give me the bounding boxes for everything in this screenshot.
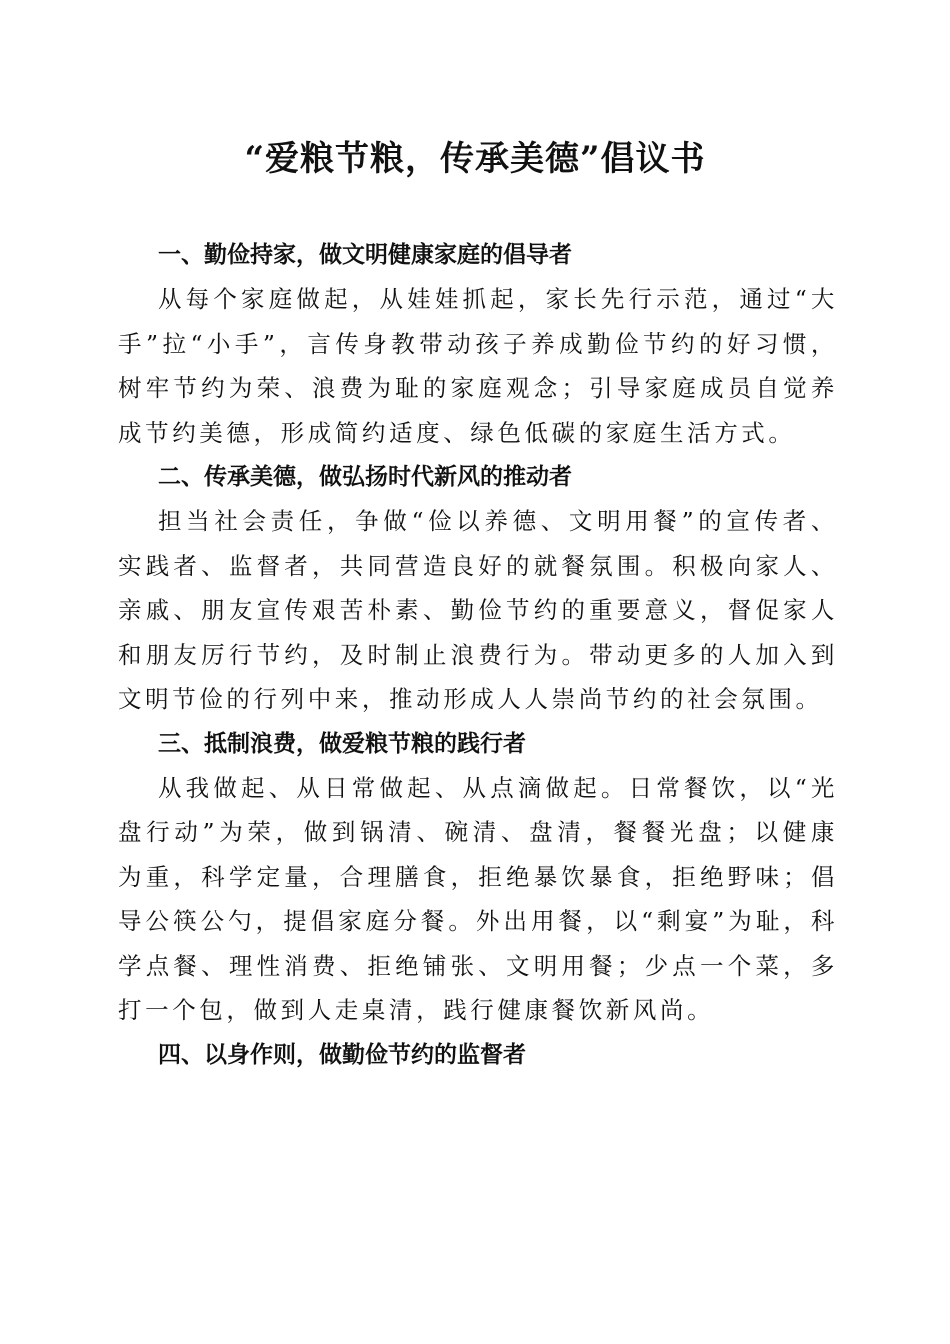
document-title: “爱粮节粮，传承美德”倡议书 bbox=[244, 139, 706, 179]
section-2 bbox=[118, 455, 838, 722]
section-paragraph: 从我做起、从日常做起、从点滴做起。日常餐饮，以“光盘行动”为荣，做到锅清、碗清、盘清，餐餐光盘；以健康为重，科学定量，合理膳食，拒绝暴饮暴食，拒绝野味；倡导公筷公勺，提倡家庭分餐。外出用餐，以“剩宴”为耻，科学点餐、理性消费、拒绝铺张、文明用餐；少点一个菜，多打一个包，做到人走桌清，践行健康餐饮新风尚。 bbox=[118, 773, 838, 1024]
section-paragraph: 从每个家庭做起，从娃娃抓起，家长先行示范，通过“大手”拉“小手”，言传身教带动孩子养成勤俭节约的好习惯，树牢节约为荣、浪费为耻的家庭观念；引导家庭成员自觉养成节约美德，形成简约适度、绿色低碳的家庭生活方式。 bbox=[118, 285, 838, 447]
section-heading: 二、传承美德，做弘扬时代新风的推动者 bbox=[158, 464, 572, 490]
section-1 bbox=[118, 233, 838, 455]
section-heading: 一、勤俭持家，做文明健康家庭的倡导者 bbox=[158, 242, 572, 268]
section-heading: 三、抵制浪费，做爱粮节粮的践行者 bbox=[158, 730, 526, 757]
section-heading: 四、以身作则，做勤俭节约的监督者 bbox=[158, 1041, 526, 1068]
section-4 bbox=[118, 1033, 838, 1077]
section-paragraph: 担当社会责任，争做“俭以养德、文明用餐”的宣传者、实践者、监督者，共同营造良好的就餐氛围。积极向家人、亲戚、朋友宣传艰苦朴素、勤俭节约的重要意义，督促家人和朋友厉行节约，及时制止浪费行为。带动更多的人加入到文明节俭的行列中来，推动形成人人崇尚节约的社会氛围。 bbox=[118, 507, 838, 713]
section-3 bbox=[118, 722, 838, 1033]
document-body bbox=[118, 233, 838, 1077]
